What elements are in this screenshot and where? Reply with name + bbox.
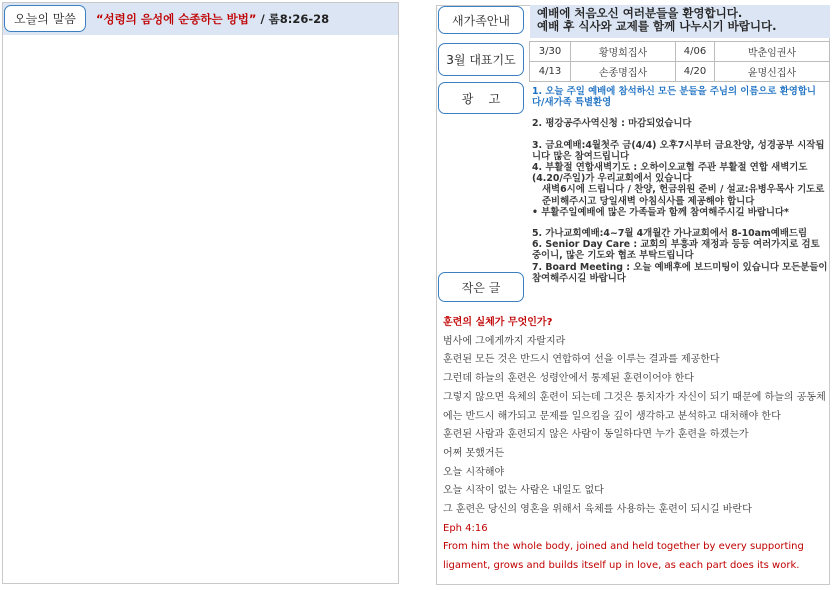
ad-item: 7. Board Meeting : 오늘 예배후에 보드미팅이 있습니다 모든분들이 참여해주시길 바랍니다 — [532, 261, 828, 284]
essay-line: 그런데 하늘의 훈련은 성령안에서 통제된 훈련이어야 한다 — [443, 373, 694, 385]
sermon-title-text: “성령의 음성에 순종하는 방법” — [96, 12, 257, 26]
table-cell: 4/20 — [676, 62, 715, 82]
table-row — [530, 42, 830, 62]
ad-item: 새벽6시에 드립니다 / 찬양, 헌금위원 준비 / 설교:유병우목사 기도로 준비해주시고 당일새벽 아침식사를 제공해야 합니다 — [542, 184, 825, 207]
welcome-message — [537, 7, 776, 33]
essay-verse-ref: Eph 4:16 — [443, 522, 488, 534]
essay-line: 그렇지 않으면 육체의 훈련이 되는데 그것은 통치자가 자신이 되기 때문에 하늘의 공동체에는 반드시 해가되고 문제를 일으킴을 깊이 생각하고 분석하고 대처해야 한다 — [443, 391, 826, 422]
table-cell: 4/13 — [530, 62, 571, 82]
table-cell: 4/06 — [676, 42, 715, 62]
prayer-schedule-table — [529, 41, 830, 82]
table-cell: 손종명집사 — [571, 62, 676, 82]
essay-line: 그 훈련은 당신의 영혼을 위해서 육체를 사용하는 훈련이 되시길 바란다 — [443, 504, 752, 516]
sermon-ref: / 롬8:26-28 — [256, 12, 330, 26]
table-cell: 3/30 — [530, 42, 571, 62]
essay-line: 훈련된 모든 것은 반드시 연합하여 선을 이루는 결과를 제공한다 — [443, 354, 720, 366]
table-row — [530, 62, 830, 82]
essay-line: 범사에 그에게까지 자랄지라 — [443, 335, 566, 347]
ad-item: 2. 평강공주사역신청 : 마감되었습니다 — [532, 118, 692, 130]
table-cell: 박춘임권사 — [715, 42, 830, 62]
welcome-line: 예배 후 식사와 교제를 함께 나누시기 바랍니다. — [537, 19, 777, 33]
essay-verse-text: From him the whole body, joined and held together by every supporting ligament, grows and builds itself up in love, as each part does its work. — [443, 541, 804, 572]
tab-ads: 광 고 — [438, 82, 524, 114]
essay — [443, 314, 828, 576]
essay-line: 오늘 시작해야 — [443, 466, 505, 478]
left-panel — [2, 2, 399, 584]
essay-line: 오늘 시작이 없는 사람은 내일도 없다 — [443, 485, 604, 497]
tab-essay: 작은 글 — [438, 272, 524, 302]
ad-item: 4. 부활절 연합새벽기도 : 오하이오교협 주관 부활절 연합 새벽기도(4.20/주일)가 우리교회에서 있습니다 — [532, 162, 808, 185]
ad-item: 1. 오늘 주일 예배에 참석하신 모든 분들을 주님의 이름으로 환영합니다/새가족 특별환영 — [532, 86, 816, 109]
ad-item: • 부활주일예배에 많은 가족들과 함께 참여해주시길 바랍니다* — [532, 206, 789, 218]
essay-line: 어쩌 못했거든 — [443, 447, 505, 459]
table-cell: 황명희집사 — [571, 42, 676, 62]
ad-item: 5. 가나교회예배:4~7월 4개월간 가나교회에서 8-10am예배드림 — [532, 228, 807, 240]
ad-item: 3. 금요예배:4월첫주 금(4/4) 오후7시부터 금요찬양, 성경공부 시작됩니다 많은 참여드립니다 — [532, 139, 825, 162]
welcome-line: 예배에 처음오신 여러분들을 환영합니다. — [537, 6, 743, 20]
sermon-title — [96, 11, 329, 27]
essay-title: 훈련의 실체가 무엇인가? — [443, 317, 553, 328]
tab-newcomer: 새가족안내 — [438, 6, 524, 34]
tab-prayer: 3월 대표기도 — [438, 43, 524, 76]
ad-item: 6. Senior Day Care : 교회의 부흥과 재정과 등등 여러가지로 검토중이니, 많은 기도와 협조 부탁드립니다 — [532, 239, 820, 262]
announcements — [532, 86, 828, 284]
table-cell: 윤명신집사 — [715, 62, 830, 82]
essay-line: 훈련된 사람과 훈련되지 않은 사람이 동일하다면 누가 훈련을 하겠는가 — [443, 429, 749, 441]
todays-word-label: 오늘의 말씀 — [4, 5, 86, 32]
